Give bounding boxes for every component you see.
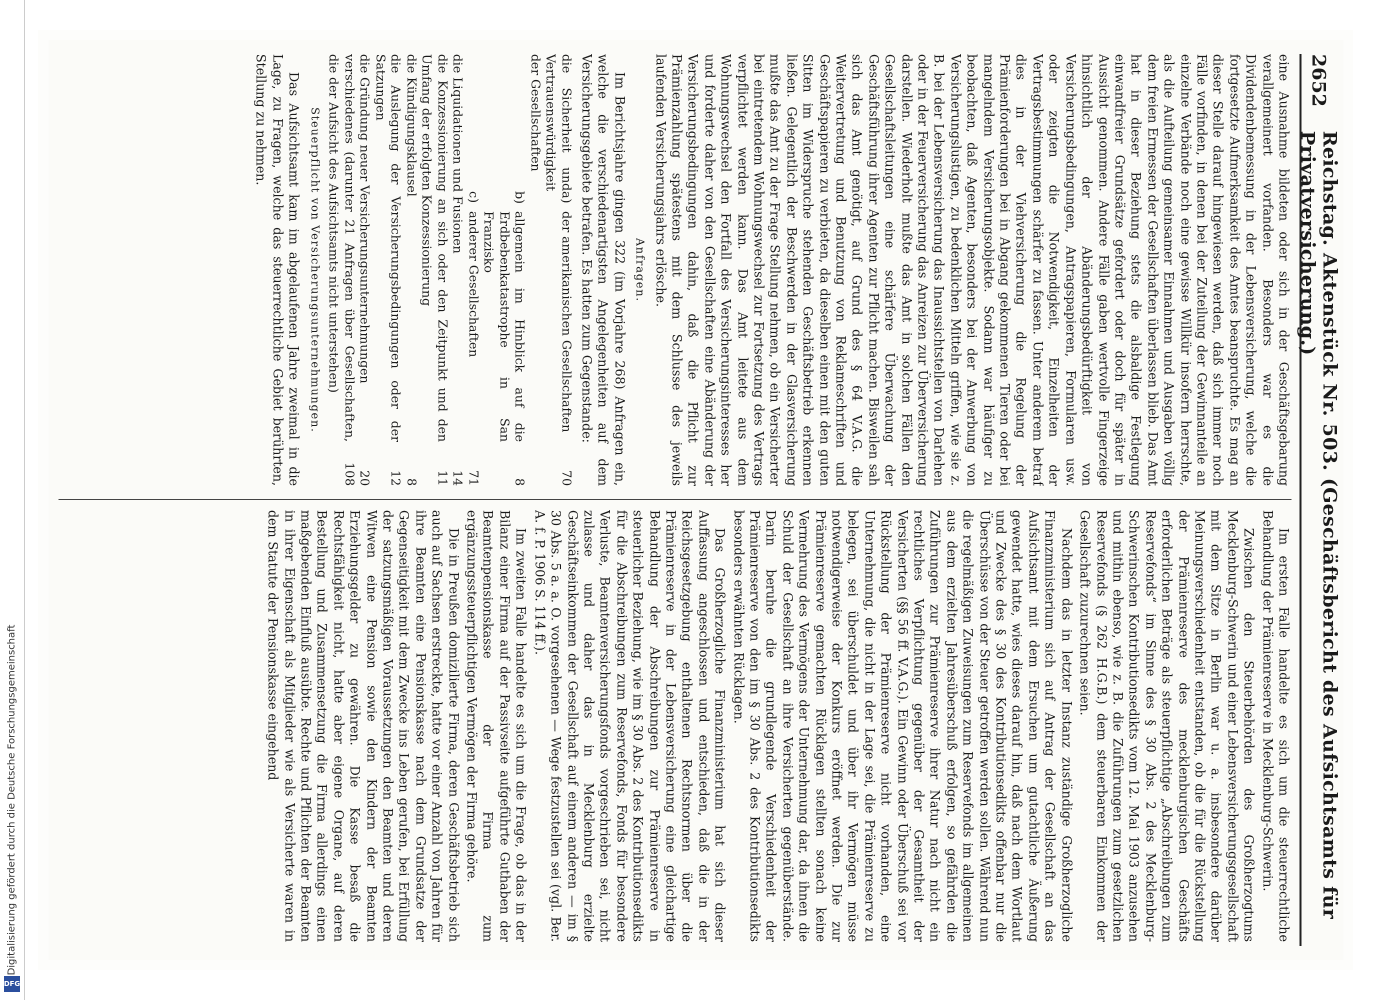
stat-label: anderer Gesellschaften — [465, 211, 481, 358]
table-row — [326, 54, 357, 486]
paragraph: Im zweiten Falle handelte es sich um die Frage, ob das in der Bilanz einer Firma auf der Passivseite aufgeführte Guthaben der Beamtenpensionskasse der Firma zum ergänzungssteuerpflichtigen Vermögen der Firma gehöre. — [464, 510, 529, 942]
digitization-credit: Digitalisierung gefördert durch die Deutsche Forschungsgemeinschaft — [6, 624, 18, 976]
table-row — [403, 54, 419, 486]
section-heading: Steuerpflicht von Versicherungsunternehmungen. — [307, 107, 321, 433]
stat-value: 71 — [465, 470, 481, 486]
column-divider — [58, 499, 1291, 500]
stat-value: 8 — [403, 478, 419, 486]
stat-label: verschiedenes (darunter 21 Anfragen über Gesellschaften, die der Aufsicht des Aufsichtsamts nicht unterstehen) — [326, 54, 357, 442]
table-row — [419, 54, 450, 486]
section-heading: Anfragen. — [633, 237, 647, 303]
stat-value: 108 — [341, 462, 357, 486]
rotated-page-content — [48, 40, 1343, 960]
stat-label: der amerikanischen Gesellschaften — [558, 211, 574, 433]
table-row — [481, 54, 528, 486]
table-row — [527, 54, 574, 486]
stat-label: die Kündigungsklausel — [403, 54, 419, 197]
stat-value: 14 — [450, 470, 466, 486]
stat-value: 11 — [434, 470, 450, 486]
stat-group — [481, 54, 528, 191]
right-column — [58, 510, 1291, 942]
page-title: Reichstag. Aktenstück Nr. 503. (Geschäftsbericht des Aufsichtsamts für Privatversicherung.) — [1296, 130, 1340, 920]
stat-group: die Sicherheit und Vertrauenswürdigkeit der Gesellschaften — [527, 54, 574, 192]
stat-letter: b) — [512, 191, 528, 204]
page-header — [1296, 54, 1340, 946]
table-row — [372, 54, 403, 486]
stat-label: die Konzessionierung an sich oder den Zeitpunkt und den Umfang der erfolgten Konzessionierung — [419, 54, 450, 442]
paragraph: Nachdem das in letzter Instanz zuständige Großherzogliche Finanzministerium sich auf Antrag der Gesellschaft an das Aufsichtsamt mit dem Ersuchen um gutachtliche Äußerung gewendet hatte, wies dieses darauf hin, daß nach dem Wortlaut und Zwecke des § 30 des Kontributionsedikts offenbar nur die Überschüsse von der Steuer getroffen werden sollen. Während nun die regelmäßigen Zuweisungen zum Reservefonds im allgemeinen aus dem erzielten Jahresüberschuß erfolgen, so gefährden die Zuführungen zur Prämienreserve ihrer Natur nach nicht ein rechtliches Verpflichtung gegenüber der Gesamtheit der Versicherten (§§ 56 ff. V.A.G.). Ein Gewinn oder Überschuß sei vor Rückstellung der Prämienreserve nicht vorhanden, eine Unternehmung, die nicht in der Lage sei, die Prämienreserve zu belegen, sei überschuldet und über ihr Vermögen müsse notwendigerweise der Konkurs eröffnet werden. Die zur Prämienreserve gemachten Rücklagen stellten sonach keine Vermehrung des Vermögens der Unternehmung dar, da ihnen die Schuld der Gesellschaft an ihre Versicherten gegenüberstände. Darin beruhe die grundlegende Verschiedenheit der Prämienreserve von den im § 30 Abs. 2 des Kontributionsedikts besonders erwähnten Rücklagen. — [730, 510, 1074, 942]
paragraph: Zwischen den Steuerbehörden des Großherzogtums Mecklenburg-Schwerin und einer Lebensversicherungsgesellschaft mit dem Sitze in Berlin war u. a. insbesondere darüber Meinungsverschiedenheit entstanden, ob die für die Rückstellung der Prämienreserve des mecklenburgischen Geschäfts erforderlichen Beträge als steuerpflichtige „Abschreibungen zum Reservefonds“ im Sinne des § 30 Abs. 2 des Mecklenburg-Schwerinschen Kontributionsedikts vom 12. Mai 1903 anzusehen und mithin ebenso, wie z. B. die Zuführungen zum gesetzlichen Reservefonds (§ 262 H.G.B.) dem steuerbaren Einkommen der Gesellschaft zuzurechnen seien. — [1077, 510, 1257, 942]
paragraph: Das Großherzogliche Finanzministerium hat sich dieser Auffassung angeschlossen und entschieden, daß die in der Reichsgesetzgebung enthaltenen Rechtsnormen über die Prämienreserve in der Lebensversicherung eine gleichartige Behandlung der Abschreibungen zur Prämienreserve in steuerlicher Beziehung, wie im § 30 Abs. 2 des Kontributionsedikts für die Abschreibungen zum Reservefonds, Fonds für besondere Verluste, Beamtenversicherungsfonds vorgeschrieben sei, nicht zulasse und daher das in Mecklenburg erzielte Geschäftseinkommen der Gesellschaft auf einem anderen — im § 30 Abs. 5 a. a. O. vorgesehenen — Wege festzustellen sei (vgl. Ber. A. f. P. 1906 S. 114 ff.). — [531, 510, 728, 942]
stat-label: die Liquidationen und Fusionen — [450, 54, 466, 254]
scan-strip — [0, 0, 25, 1000]
stat-label: allgemein im Hinblick auf die Erdbebenkatastrophe in San Franzisko — [481, 211, 528, 442]
paragraph: Im ersten Falle handelte es sich um die steuerrechtliche Behandlung der Prämienreserve in Mecklenburg-Schwerin. — [1259, 510, 1291, 942]
page-number: 2652 — [1307, 54, 1329, 107]
stat-value: 8 — [512, 478, 528, 486]
dfg-logo: DFG — [4, 976, 20, 992]
paragraph: Im Berichtsjahre gingen 322 (im Vorjahre 268) Anfragen ein, welche die verschiedenartigsten Angelegenheiten auf dem Versicherungsgebiete betrafen. Es hatten zum Gegenstande: — [578, 54, 627, 486]
stat-value: 12 — [388, 470, 404, 486]
stat-label: die Gründung neuer Versicherungsunternehmungen — [357, 54, 373, 384]
paragraph: eine Ausnahme bildeten oder sich in der Geschäftsgebarung verallgemeinert vorfanden. Besonders war es die Dividendenbemessung in der Lebensversicherung, welche die fortgesetzte Aufmerksamkeit des Amtes beanspruchte. Es mag an dieser Stelle darauf hingewiesen werden, daß sich immer noch Fälle vorfinden, in denen bei der Zuteilung der Gewinnanteile an einzelne Verbände noch eine gewisse Willkür insofern herrschte, als die Aufteilung gemeinsamer Einnahmen und Ausgaben völlig dem freien Ermessen der Gesellschaften überlassen blieb. Das Amt hat in dieser Beziehung stets die alsbaldige Festlegung einwandfreier Grundsätze gefordert oder doch für später in Aussicht genommen. Andere Fälle gaben wertvolle Fingerzeige hinsichtlich der Abänderungsbedürftigkeit von Versicherungsbedingungen, Antragspapieren, Formularen usw. oder zeigten die Notwendigkeit, Einzelheiten der Vertragsbestimmungen schärfer zu fassen. Unter anderem betraf dies in der Viehversicherung die Regelung der Prämienforderungen bei in Abgang gekommenen Tieren oder bei mangelndem Versicherungsobjekte. Sodann war häufiger zu beobachten, daß Agenten, besonders bei der Anwerbung von Versicherungslustigen, zu bedenklichen Mitteln griffen, wie sie z. B. bei der Lebensversicherung das Inaussichtstellen von Darlehen oder in der Feuerversicherung das Anreizen zur Überversicherung darstellen. Wiederholt mußte das Amt in solchen Fällen den Gesellschaftsleitungen eine schärfere Überwachung der Geschäftsführung ihrer Agenten zur Pflicht machen. Bisweilen sah sich das Amt genötigt, auf Grund des § 64 V.A.G. die Weitervertretung und Benutzung von Reklameschriften und Geschäftspapieren zu verbieten, da dieselben einen mit den guten Sitten im Widerspruche stehenden Geschäftsbetrieb erkennen ließen. Gelegentlich der Beschwerden in der Glasversicherung mußte das Amt zu der Frage Stellung nehmen, ob ein Versicherter bei eintretendem Wohnungswechsel zur Fortsetzung des Vertrags verpflichtet werden kann. Das Amt leitete aus dem Wohnungswechsel den Fortfall des Versicherungsinteresses her und forderte daher von den Gesellschaften eine Abänderung der Versicherungsbedingungen dahin, daß die Pflicht zur Prämienzahlung spätestens mit dem Schlusse des jeweils laufenden Versicherungsjahrs erlösche. — [652, 54, 1291, 486]
document-page — [38, 30, 1353, 970]
inquiry-stats-table — [326, 54, 574, 486]
stat-value: 70 — [558, 470, 574, 486]
stat-letter: c) — [465, 191, 481, 203]
paragraph: Die in Preußen domizilierte Firma, deren Geschäftsbetrieb sich auch auf Sachsen erstreckte, hatte vor einer Anzahl von Jahren für ihre Beamten eine Pensionskasse nach dem Grundsatze der Gegenseitigkeit mit dem Zwecke ins Leben gerufen, bei Erfüllung der satzungsmäßigen Voraussetzungen den Beamten und deren Witwen eine Pension sowie den Kindern der Beamten Erziehungsgelder zu gewähren. Die Kasse besaß die Rechtsfähigkeit nicht, hatte aber eigene Organe, auf deren Bestellung und Zusammensetzung die Firma allerdings einen maßgebenden Einfluß ausübte. Rechte und Pflichten der Beamten in ihrer Eigenschaft als Mitglieder wie als Versicherte waren in dem Statute der Pensionskasse eingehend — [265, 510, 461, 942]
stat-letter: a) — [558, 191, 574, 204]
paragraph: Das Aufsichtsamt kam im abgelaufenen Jahre zweimal in die Lage, zu Fragen, welche das steuerrechtliche Gebiet berührten, Stellung zu nehmen. — [253, 54, 302, 486]
left-column — [58, 54, 1291, 486]
table-row — [450, 54, 466, 486]
table-row — [465, 54, 481, 486]
table-row — [357, 54, 373, 486]
stat-group — [465, 54, 481, 191]
stat-label: die Auslegung der Versicherungsbedingungen oder der Satzungen — [372, 54, 404, 442]
stat-value: 20 — [357, 470, 373, 486]
